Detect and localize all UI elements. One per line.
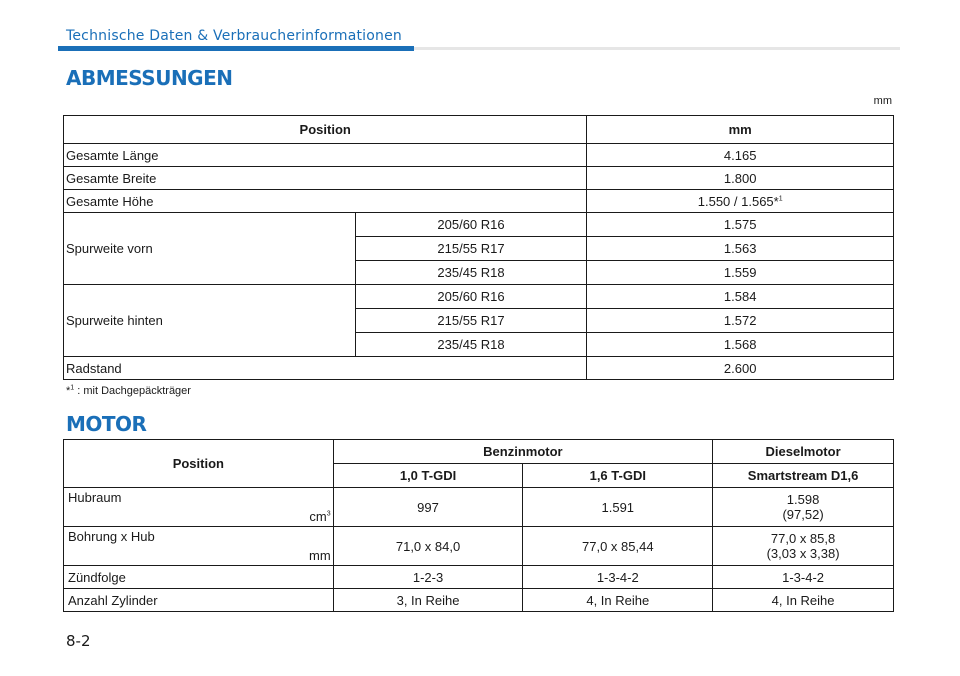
unit-sup: 3 bbox=[326, 510, 331, 518]
footnote bbox=[66, 385, 191, 397]
row-value bbox=[587, 190, 894, 213]
row-label: Anzahl Zylinder bbox=[64, 589, 334, 612]
table-header-row bbox=[64, 116, 894, 144]
row-value: 77,0 x 85,44 bbox=[523, 527, 713, 566]
table-row bbox=[64, 527, 894, 566]
dimensions-heading: ABMESSUNGEN bbox=[66, 66, 233, 90]
row-value: 1.572 bbox=[587, 309, 894, 333]
row-value: 1.591 bbox=[523, 488, 713, 527]
row-value: 1.568 bbox=[587, 333, 894, 357]
col-header-position: Position bbox=[64, 440, 334, 488]
table-row bbox=[64, 488, 894, 527]
value-line: 77,0 x 85,8 bbox=[770, 531, 836, 546]
row-value bbox=[713, 527, 894, 566]
dimensions-table bbox=[63, 115, 894, 380]
row-label: Hubraum bbox=[68, 490, 122, 505]
row-value: 2.600 bbox=[587, 357, 894, 380]
table-row bbox=[64, 167, 894, 190]
footnote-mark: * bbox=[66, 385, 71, 397]
row-value: 1-3-4-2 bbox=[713, 566, 894, 589]
table-row bbox=[64, 566, 894, 589]
motor-heading: MOTOR bbox=[66, 412, 147, 436]
row-label-cell bbox=[64, 488, 334, 527]
table-row bbox=[64, 285, 894, 309]
footnote-marker: 1 bbox=[778, 195, 783, 203]
row-label-cell bbox=[64, 527, 334, 566]
row-label: Zündfolge bbox=[64, 566, 334, 589]
tyre-size: 205/60 R16 bbox=[355, 285, 587, 309]
row-label: Gesamte Höhe bbox=[64, 190, 587, 213]
row-value: 1-3-4-2 bbox=[523, 566, 713, 589]
col-header-mm: mm bbox=[587, 116, 894, 144]
row-value: 1.559 bbox=[587, 261, 894, 285]
table-row bbox=[64, 190, 894, 213]
col-header-engine: 1,6 T-GDI bbox=[523, 464, 713, 488]
row-label: Gesamte Länge bbox=[64, 144, 587, 167]
col-header-diesel: Dieselmotor bbox=[713, 440, 894, 464]
row-value: 3, In Reihe bbox=[333, 589, 523, 612]
row-unit bbox=[309, 509, 330, 524]
value-line: (3,03 x 3,38) bbox=[766, 546, 840, 561]
table-row bbox=[64, 589, 894, 612]
value-line: 1.598 bbox=[786, 492, 820, 507]
row-value: 1.584 bbox=[587, 285, 894, 309]
value-line: (97,52) bbox=[782, 507, 824, 522]
row-label: Bohrung x Hub bbox=[68, 529, 155, 544]
footnote-sup: 1 bbox=[70, 384, 75, 392]
row-value: 71,0 x 84,0 bbox=[333, 527, 523, 566]
row-value: 1.575 bbox=[587, 213, 894, 237]
table-row bbox=[64, 357, 894, 380]
table-header-row bbox=[64, 440, 894, 464]
row-label: Spurweite vorn bbox=[64, 213, 356, 285]
tyre-size: 205/60 R16 bbox=[355, 213, 587, 237]
tyre-size: 215/55 R17 bbox=[355, 237, 587, 261]
height-value: 1.550 / 1.565* bbox=[697, 193, 779, 209]
motor-table bbox=[63, 439, 894, 612]
tyre-size: 235/45 R18 bbox=[355, 261, 587, 285]
header-rule-accent bbox=[58, 46, 414, 51]
row-label: Gesamte Breite bbox=[64, 167, 587, 190]
table-row bbox=[64, 213, 894, 237]
row-label: Spurweite hinten bbox=[64, 285, 356, 357]
dimensions-unit-note: mm bbox=[873, 95, 892, 107]
row-label: Radstand bbox=[64, 357, 587, 380]
row-value: 4.165 bbox=[587, 144, 894, 167]
tyre-size: 235/45 R18 bbox=[355, 333, 587, 357]
col-header-engine: 1,0 T-GDI bbox=[333, 464, 523, 488]
row-value: 1.800 bbox=[587, 167, 894, 190]
col-header-engine: Smartstream D1,6 bbox=[713, 464, 894, 488]
row-value: 4, In Reihe bbox=[713, 589, 894, 612]
row-value: 1-2-3 bbox=[333, 566, 523, 589]
col-header-position: Position bbox=[64, 116, 587, 144]
row-value: 1.563 bbox=[587, 237, 894, 261]
page-number: 8-2 bbox=[66, 632, 91, 650]
table-row bbox=[64, 144, 894, 167]
col-header-petrol: Benzinmotor bbox=[333, 440, 713, 464]
row-value bbox=[713, 488, 894, 527]
row-value: 4, In Reihe bbox=[523, 589, 713, 612]
footnote-text: : mit Dachgepäckträger bbox=[74, 385, 191, 397]
unit-text: cm bbox=[309, 509, 327, 524]
tyre-size: 215/55 R17 bbox=[355, 309, 587, 333]
row-value: 997 bbox=[333, 488, 523, 527]
section-header-title: Technische Daten & Verbraucherinformationen bbox=[66, 28, 402, 44]
row-unit: mm bbox=[308, 548, 331, 563]
